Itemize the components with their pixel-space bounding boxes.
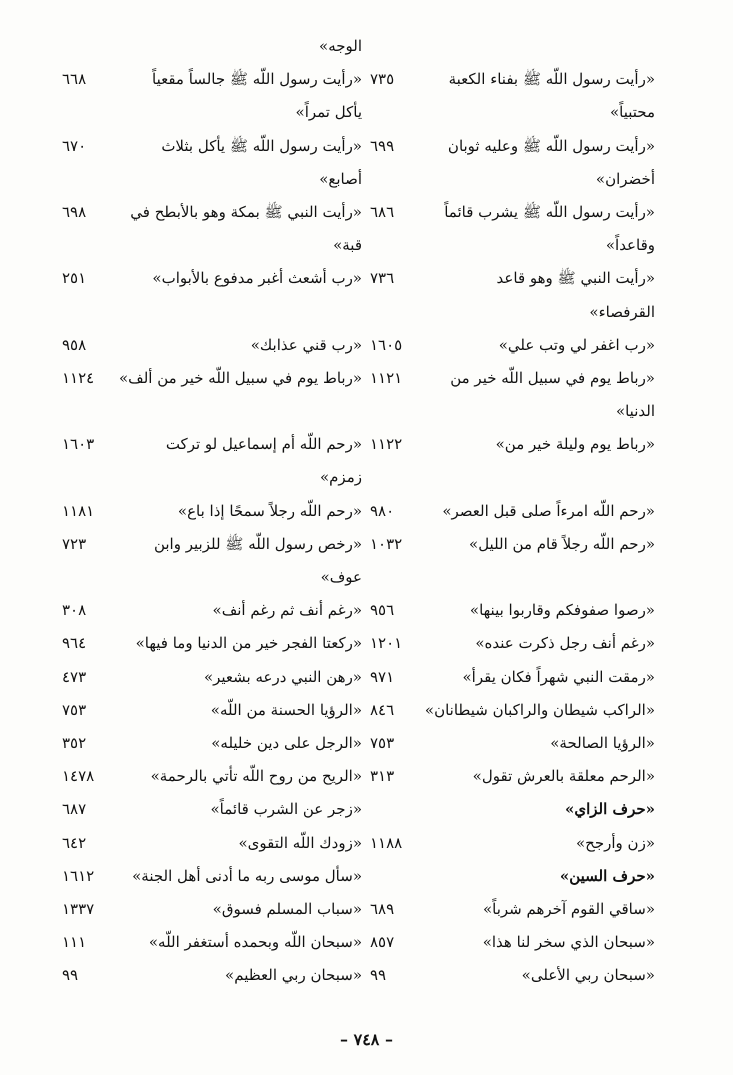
entry-page-number: ٣١٣ xyxy=(370,767,395,786)
entry-page-number: ١٦٠٥ xyxy=(370,335,403,354)
index-entry xyxy=(370,827,655,860)
entry-page-number: ٩٩ xyxy=(62,966,79,985)
entry-page-number: ٦٩٩ xyxy=(370,136,395,155)
index-entry xyxy=(62,793,362,826)
entry-text: «رهن النبي درعه بشعير» xyxy=(203,667,362,686)
index-entry xyxy=(62,163,362,196)
entry-text: «رأيت رسول اللّه ﷺ يأكل بثلاث xyxy=(161,136,362,155)
entry-page-number: ٣٠٨ xyxy=(62,601,87,620)
index-entry xyxy=(370,130,655,163)
entry-text: عوف» xyxy=(320,568,362,586)
index-entry xyxy=(62,395,362,428)
index-entry xyxy=(370,196,655,229)
entry-text: الوجه» xyxy=(319,37,362,55)
entry-text: «رأيت النبي ﷺ بمكة وهو بالأبطح في xyxy=(130,202,362,221)
entry-text: محتبياً» xyxy=(609,103,655,122)
section-heading xyxy=(370,860,655,893)
entry-text: «الرؤيا الحسنة من اللّه» xyxy=(210,700,362,719)
entry-page-number: ٦٤٢ xyxy=(62,833,87,852)
entry-page-number: ٧٣٥ xyxy=(370,70,395,89)
index-entry xyxy=(370,30,655,63)
index-entry xyxy=(62,63,362,96)
entry-text: «رصوا صفوفكم وقاربوا بينها» xyxy=(469,601,655,620)
entry-text: «رمقت النبي شهراً فكان يقرأ» xyxy=(462,667,655,686)
entry-page-number: ١٦٠٣ xyxy=(62,435,95,454)
entry-text: «رباط يوم وليلة خير من» xyxy=(495,435,655,454)
left-column xyxy=(62,30,362,992)
entry-text: وقاعداً» xyxy=(605,236,655,255)
index-entry xyxy=(370,694,655,727)
entry-text: «سبحان ربي العظيم» xyxy=(225,966,362,985)
index-entry xyxy=(370,528,655,561)
index-entry xyxy=(62,926,362,959)
index-entry xyxy=(62,96,362,129)
entry-page-number: ٦٨٩ xyxy=(370,899,395,918)
entry-text: قبة» xyxy=(333,236,362,255)
entry-text: زمزم» xyxy=(319,468,362,487)
entry-text: «رحم اللّه أم إسماعيل لو تركت xyxy=(165,435,362,454)
entry-page-number: ١١١ xyxy=(62,933,87,952)
entry-text: «الرؤيا الصالحة» xyxy=(550,733,655,752)
entry-text: «زجر عن الشرب قائماً» xyxy=(210,800,362,819)
entry-page-number: ٦٧٠ xyxy=(62,136,87,155)
entry-page-number: ٤٧٣ xyxy=(62,667,87,686)
entry-page-number: ١١٢٤ xyxy=(62,368,95,387)
entry-text: «ركعتا الفجر خير من الدنيا وما فيها» xyxy=(135,634,362,653)
index-entry xyxy=(370,461,655,494)
entry-page-number: ٩٥٦ xyxy=(370,601,395,620)
index-entry xyxy=(370,495,655,528)
index-entry xyxy=(62,262,362,295)
index-entry xyxy=(62,528,362,561)
index-entry xyxy=(62,362,362,395)
index-entry xyxy=(370,760,655,793)
index-entry xyxy=(370,926,655,959)
entry-text: أصابع» xyxy=(319,169,362,188)
entry-text: «رخص رسول اللّه ﷺ للزبير وابن xyxy=(153,534,362,553)
index-entry xyxy=(62,30,362,63)
entry-text: «الرجل على دين خليله» xyxy=(211,733,362,752)
entry-page-number: ٩٦٤ xyxy=(62,634,87,653)
entry-text: يأكل تمراً» xyxy=(295,103,362,122)
index-entry xyxy=(62,495,362,528)
entry-page-number: ٨٥٧ xyxy=(370,933,395,952)
entry-text: «سبحان الذي سخر لنا هذا» xyxy=(482,933,655,952)
entry-page-number: ١٢٠١ xyxy=(370,634,403,653)
entry-page-number: ٦٨٧ xyxy=(62,800,87,819)
index-entry xyxy=(370,428,655,461)
entry-text: «رب اغفر لي وتب علي» xyxy=(498,335,655,354)
entry-page-number: ٩٩ xyxy=(370,966,387,985)
entry-text: أخضران» xyxy=(595,169,655,188)
entry-page-number: ١٣٣٧ xyxy=(62,899,95,918)
entry-page-number: ٧٥٣ xyxy=(370,733,395,752)
index-entry xyxy=(62,229,362,262)
entry-text: «رباط يوم في سبيل اللّه خير من xyxy=(450,368,655,387)
entry-page-number: ١١٨١ xyxy=(62,501,95,520)
index-entry xyxy=(62,694,362,727)
entry-text: «الرحم معلقة بالعرش تقول» xyxy=(472,767,655,786)
entry-text: «رحم اللّه رجلاً قام من الليل» xyxy=(469,534,655,553)
entry-page-number: ١١٢٢ xyxy=(370,435,403,454)
entry-text: «زن وأرجح» xyxy=(576,833,655,852)
entry-page-number: ٩٧١ xyxy=(370,667,395,686)
entry-page-number: ١١٨٨ xyxy=(370,833,403,852)
index-entry xyxy=(370,627,655,660)
entry-page-number: ٢٥١ xyxy=(62,269,87,288)
entry-text: «رحم اللّه رجلاً سمحًا إذا باع» xyxy=(177,501,362,520)
entry-text: «الريح من روح اللّه تأتي بالرحمة» xyxy=(150,767,362,786)
index-entry xyxy=(370,395,655,428)
entry-text: «رأيت رسول اللّه ﷺ جالساً مقعياً xyxy=(152,70,362,89)
index-entry xyxy=(62,428,362,461)
entry-text: «رب أشعث أغبر مدفوع بالأبواب» xyxy=(152,269,362,288)
entry-page-number: ١٦١٢ xyxy=(62,866,95,885)
entry-text: «حرف السين» xyxy=(559,866,655,885)
index-entry xyxy=(62,860,362,893)
index-entry xyxy=(370,893,655,926)
index-entry xyxy=(370,959,655,992)
entry-page-number: ٣٥٢ xyxy=(62,733,87,752)
index-entry xyxy=(370,727,655,760)
index-entry xyxy=(62,296,362,329)
entry-page-number: ٩٥٨ xyxy=(62,335,87,354)
index-entry xyxy=(370,661,655,694)
index-entry xyxy=(370,163,655,196)
entry-text: «ساقي القوم آخرهم شرباً» xyxy=(482,899,655,918)
index-entry xyxy=(62,760,362,793)
right-column xyxy=(370,30,655,992)
entry-text: «زودك اللّه التقوى» xyxy=(238,833,362,852)
entry-text: «سبحان اللّه وبحمده أستغفر اللّه» xyxy=(148,933,362,952)
index-entry xyxy=(62,594,362,627)
entry-page-number: ١٤٧٨ xyxy=(62,767,95,786)
section-heading xyxy=(370,793,655,826)
entry-text: «رأيت رسول اللّه ﷺ بفناء الكعبة xyxy=(448,70,655,89)
index-entry xyxy=(370,229,655,262)
entry-page-number: ١١٢١ xyxy=(370,368,403,387)
entry-page-number: ١٠٣٢ xyxy=(370,534,403,553)
entry-text: «رحم اللّه امرءاً صلى قبل العصر» xyxy=(442,501,655,520)
entry-text: «سأل موسى ربه ما أدنى أهل الجنة» xyxy=(132,866,362,885)
entry-text: «رأيت رسول اللّه ﷺ يشرب قائماً xyxy=(444,202,655,221)
index-entry xyxy=(62,561,362,594)
entry-text: «سباب المسلم فسوق» xyxy=(212,899,362,918)
index-entry xyxy=(62,627,362,660)
entry-page-number: ٩٨٠ xyxy=(370,501,395,520)
entry-text: «رب قني عذابك» xyxy=(250,335,362,354)
index-entry xyxy=(370,329,655,362)
index-entry xyxy=(370,63,655,96)
index-entry xyxy=(62,130,362,163)
index-entry xyxy=(370,594,655,627)
entry-text: القرفصاء» xyxy=(589,302,655,321)
entry-text: «رأيت النبي ﷺ وهو قاعد xyxy=(496,269,655,288)
index-entry xyxy=(62,893,362,926)
index-entry xyxy=(62,827,362,860)
index-entry xyxy=(62,461,362,494)
page-number: – ٧٤٨ – xyxy=(340,1030,393,1049)
entry-page-number: ٧٥٣ xyxy=(62,700,87,719)
entry-page-number: ٧٢٣ xyxy=(62,534,87,553)
entry-page-number: ٨٤٦ xyxy=(370,700,395,719)
entry-text: «رباط يوم في سبيل اللّه خير من ألف» xyxy=(119,368,362,387)
entry-page-number: ٦٩٨ xyxy=(62,202,87,221)
index-entry xyxy=(370,96,655,129)
entry-text: الدنيا» xyxy=(615,402,655,421)
entry-page-number: ٧٣٦ xyxy=(370,269,395,288)
index-entry xyxy=(370,561,655,594)
entry-text: «رغم أنف ثم رغم أنف» xyxy=(212,601,362,620)
entry-text: «رأيت رسول اللّه ﷺ وعليه ثوبان xyxy=(447,136,655,155)
index-entry xyxy=(62,196,362,229)
entry-text: «الراكب شيطان والراكبان شيطانان» xyxy=(424,700,655,719)
index-entry xyxy=(370,296,655,329)
index-entry xyxy=(62,727,362,760)
entry-text: «سبحان ربي الأعلى» xyxy=(521,966,655,985)
index-entry xyxy=(370,262,655,295)
entry-text: «حرف الزاي» xyxy=(565,800,655,819)
entry-page-number: ٦٨٦ xyxy=(370,202,395,221)
index-entry xyxy=(62,329,362,362)
entry-page-number: ٦٦٨ xyxy=(62,70,87,89)
index-entry xyxy=(62,661,362,694)
entry-text: «رغم أنف رجل ذكرت عنده» xyxy=(475,634,655,653)
index-entry xyxy=(370,362,655,395)
index-entry xyxy=(62,959,362,992)
